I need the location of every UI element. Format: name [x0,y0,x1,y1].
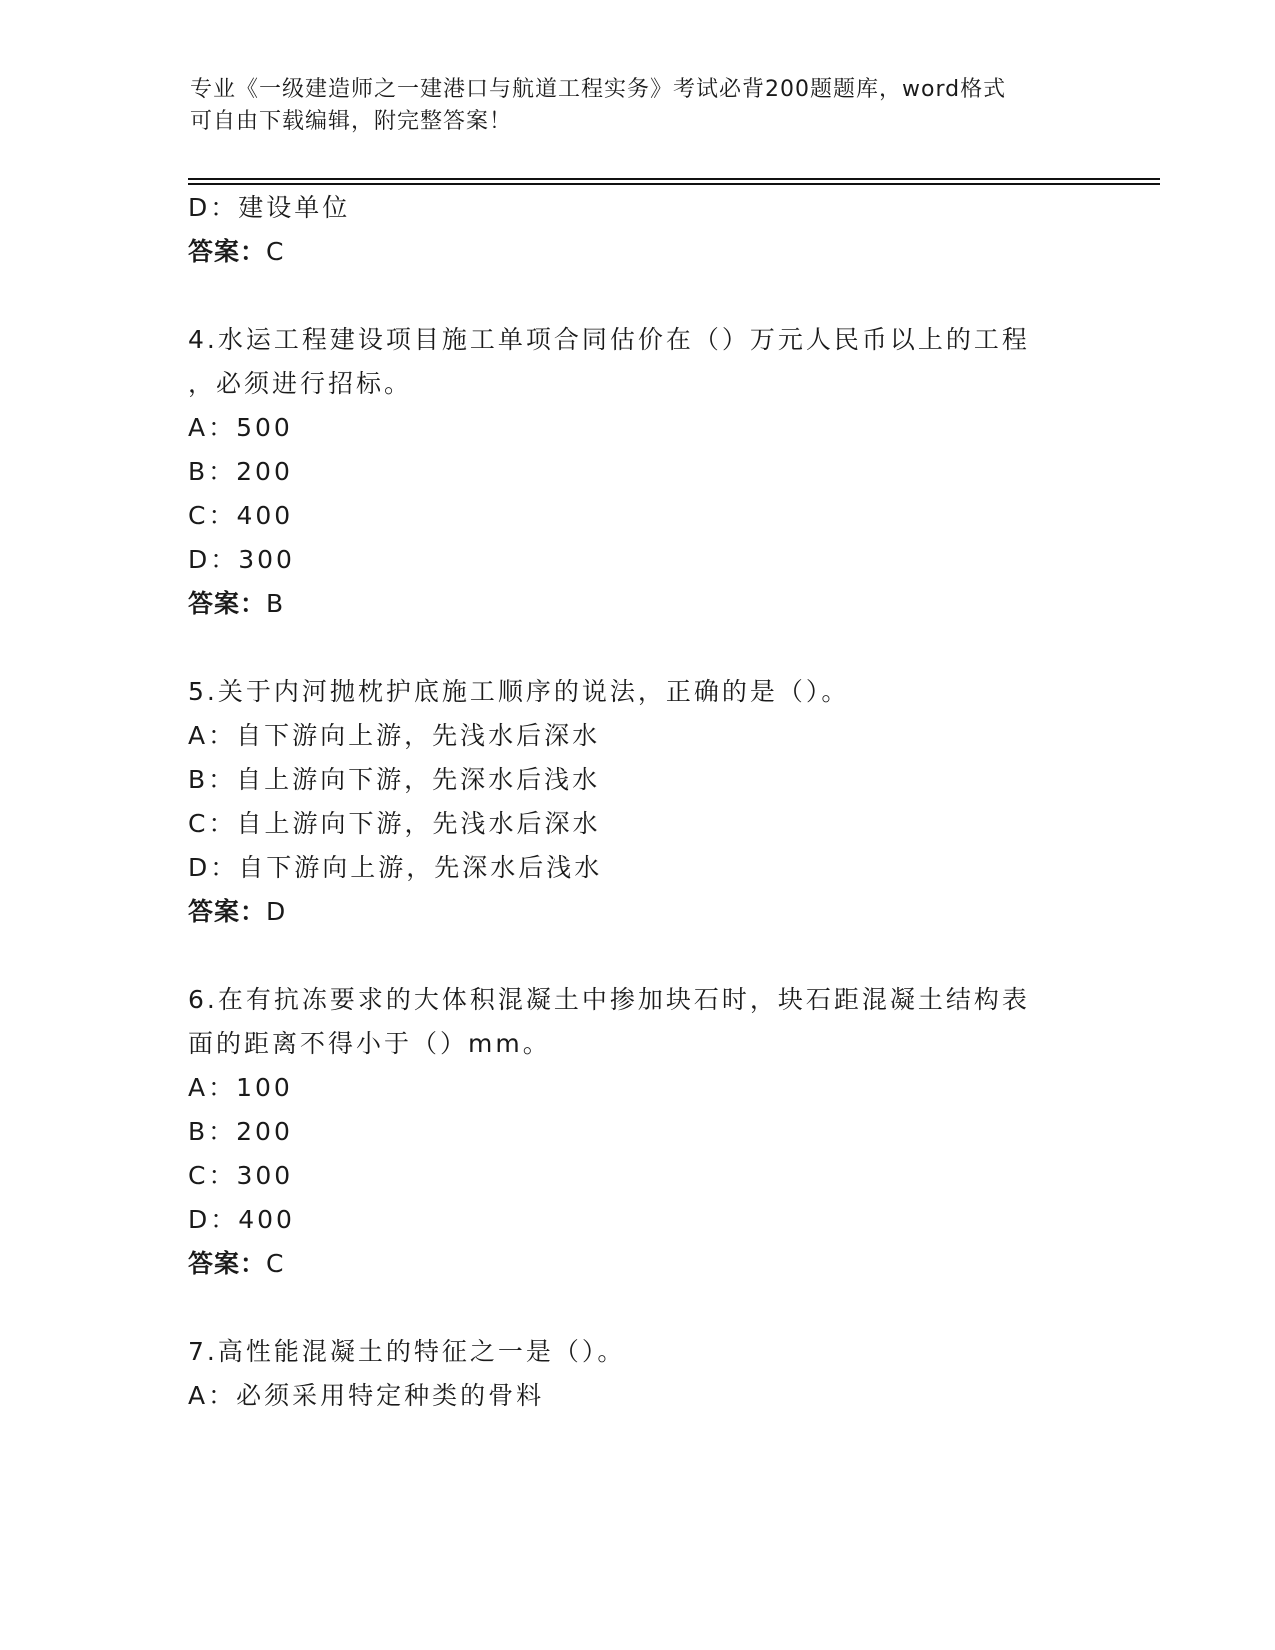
option-line: D：自下游向上游，先深水后浅水 [188,853,603,882]
header-title-line-2: 可自由下载编辑，附完整答案！ [190,109,513,134]
option-line: C：300 [188,1161,294,1190]
answer-line [188,587,284,621]
header-divider-top [188,178,1160,180]
option-line: D：300 [188,545,295,574]
question-line: 4.水运工程建设项目施工单项合同估价在（）万元人民币以上的工程 [188,325,1030,354]
option-line: A：100 [188,1073,293,1102]
answer-value: D [266,897,287,926]
option-line: D：建设单位 [188,193,351,222]
answer-value: B [266,589,285,618]
question-line: 面的距离不得小于（）mm。 [188,1029,551,1058]
option-line: A：必须采用特定种类的骨料 [188,1381,545,1410]
header-divider-bottom [188,183,1160,185]
question-line: 7.高性能混凝土的特征之一是（）。 [188,1337,626,1366]
answer-value: C [266,237,285,266]
answer-line [188,895,286,929]
option-line: D：400 [188,1205,295,1234]
option-line: C：自上游向下游，先浅水后深水 [188,809,601,838]
option-line: B：自上游向下游，先深水后浅水 [188,765,601,794]
answer-label: 答案： [188,237,267,266]
page-header [190,74,1090,138]
option-line: A：500 [188,413,293,442]
answer-label: 答案： [188,897,267,926]
answer-label: 答案： [188,1249,267,1278]
question-line: 6.在有抗冻要求的大体积混凝土中掺加块石时，块石距混凝土结构表 [188,985,1030,1014]
option-line: A：自下游向上游，先浅水后深水 [188,721,601,750]
question-line: 5.关于内河抛枕护底施工顺序的说法，正确的是（）。 [188,677,850,706]
option-line: B：200 [188,457,293,486]
header-title-line-1: 专业《一级建造师之一建港口与航道工程实务》考试必背200题题库，word格式 [190,77,1007,102]
question-line: ，必须进行招标。 [188,369,413,398]
option-line: C：400 [188,501,294,530]
answer-value: C [266,1249,285,1278]
answer-label: 答案： [188,589,267,618]
answer-line [188,235,284,269]
answer-line [188,1247,284,1281]
option-line: B：200 [188,1117,293,1146]
